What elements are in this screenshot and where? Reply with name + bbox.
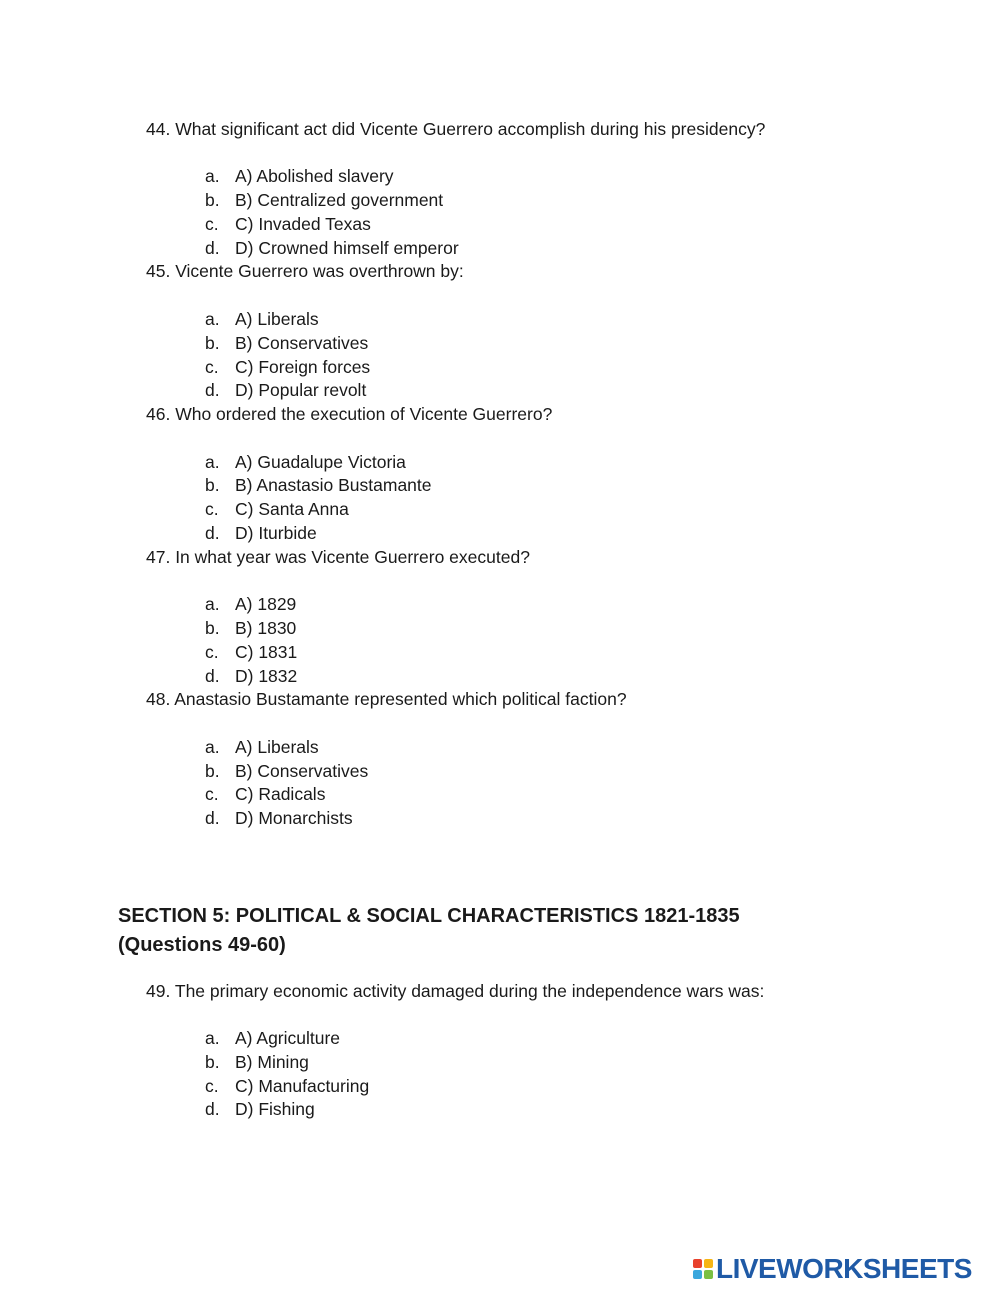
option-letter: a. bbox=[205, 452, 220, 472]
option-letter: c. bbox=[205, 214, 219, 234]
option-text: C) Santa Anna bbox=[235, 499, 349, 519]
option-text: D) Fishing bbox=[235, 1099, 315, 1119]
option-letter: a. bbox=[205, 1028, 220, 1048]
option-text: B) Mining bbox=[235, 1052, 309, 1072]
option-letter: d. bbox=[205, 666, 220, 686]
question-text: 47. In what year was Vicente Guerrero executed? bbox=[146, 547, 530, 567]
logo-tile bbox=[704, 1259, 713, 1268]
question-text: 46. Who ordered the execution of Vicente Guerrero? bbox=[146, 404, 553, 424]
logo-tile bbox=[693, 1259, 702, 1268]
option-letter: a. bbox=[205, 166, 220, 186]
option-letter: b. bbox=[205, 333, 220, 353]
option-letter: b. bbox=[205, 190, 220, 210]
option-text: D) 1832 bbox=[235, 666, 298, 686]
option-text: D) Iturbide bbox=[235, 523, 317, 543]
option-letter: b. bbox=[205, 761, 220, 781]
option-text: A) 1829 bbox=[235, 594, 297, 614]
option-letter: c. bbox=[205, 1076, 219, 1096]
brand-name: LIVEWORKSHEETS bbox=[716, 1253, 972, 1284]
option-text: A) Guadalupe Victoria bbox=[235, 452, 406, 472]
liveworksheets-logo[interactable] bbox=[693, 1253, 972, 1285]
option-text: C) Foreign forces bbox=[235, 357, 371, 377]
option-text: D) Popular revolt bbox=[235, 380, 367, 400]
option-text: A) Liberals bbox=[235, 309, 319, 329]
option-letter: c. bbox=[205, 499, 219, 519]
option-text: A) Abolished slavery bbox=[235, 166, 394, 186]
option-letter: d. bbox=[205, 523, 220, 543]
option-text: C) Invaded Texas bbox=[235, 214, 371, 234]
option-text: A) Liberals bbox=[235, 737, 319, 757]
question-text: 44. What significant act did Vicente Guerrero accomplish during his presidency? bbox=[146, 119, 766, 139]
option-text: D) Monarchists bbox=[235, 808, 353, 828]
option-text: B) Conservatives bbox=[235, 333, 369, 353]
section-title-line-2: (Questions 49-60) bbox=[118, 933, 286, 956]
option-text: B) 1830 bbox=[235, 618, 297, 638]
liveworksheets-logo-icon bbox=[693, 1259, 713, 1279]
option-letter: d. bbox=[205, 1099, 220, 1119]
option-text: B) Conservatives bbox=[235, 761, 369, 781]
option-text: C) 1831 bbox=[235, 642, 298, 662]
option-letter: c. bbox=[205, 642, 219, 662]
section-heading bbox=[118, 902, 740, 959]
logo-tile bbox=[704, 1270, 713, 1279]
option-text: D) Crowned himself emperor bbox=[235, 238, 459, 258]
option-text: B) Centralized government bbox=[235, 190, 444, 210]
option-text: A) Agriculture bbox=[235, 1028, 341, 1048]
option-text: C) Radicals bbox=[235, 784, 326, 804]
question-text: 45. Vicente Guerrero was overthrown by: bbox=[146, 261, 464, 281]
option-letter: c. bbox=[205, 784, 219, 804]
option-letter: d. bbox=[205, 808, 220, 828]
option-text: B) Anastasio Bustamante bbox=[235, 475, 432, 495]
option-letter: b. bbox=[205, 618, 220, 638]
option-letter: a. bbox=[205, 309, 220, 329]
option-letter: b. bbox=[205, 475, 220, 495]
option-letter: d. bbox=[205, 238, 220, 258]
section-title-line-1: SECTION 5: POLITICAL & SOCIAL CHARACTERISTICS 1821-1835 bbox=[118, 905, 740, 927]
question-text: 48. Anastasio Bustamante represented which political faction? bbox=[146, 689, 627, 709]
option-letter: a. bbox=[205, 594, 220, 614]
option-letter: b. bbox=[205, 1052, 220, 1072]
logo-tile bbox=[693, 1270, 702, 1279]
option-letter: d. bbox=[205, 380, 220, 400]
question-text: 49. The primary economic activity damaged during the independence wars was: bbox=[146, 981, 765, 1001]
option-letter: a. bbox=[205, 737, 220, 757]
option-letter: c. bbox=[205, 357, 219, 377]
option-text: C) Manufacturing bbox=[235, 1076, 370, 1096]
